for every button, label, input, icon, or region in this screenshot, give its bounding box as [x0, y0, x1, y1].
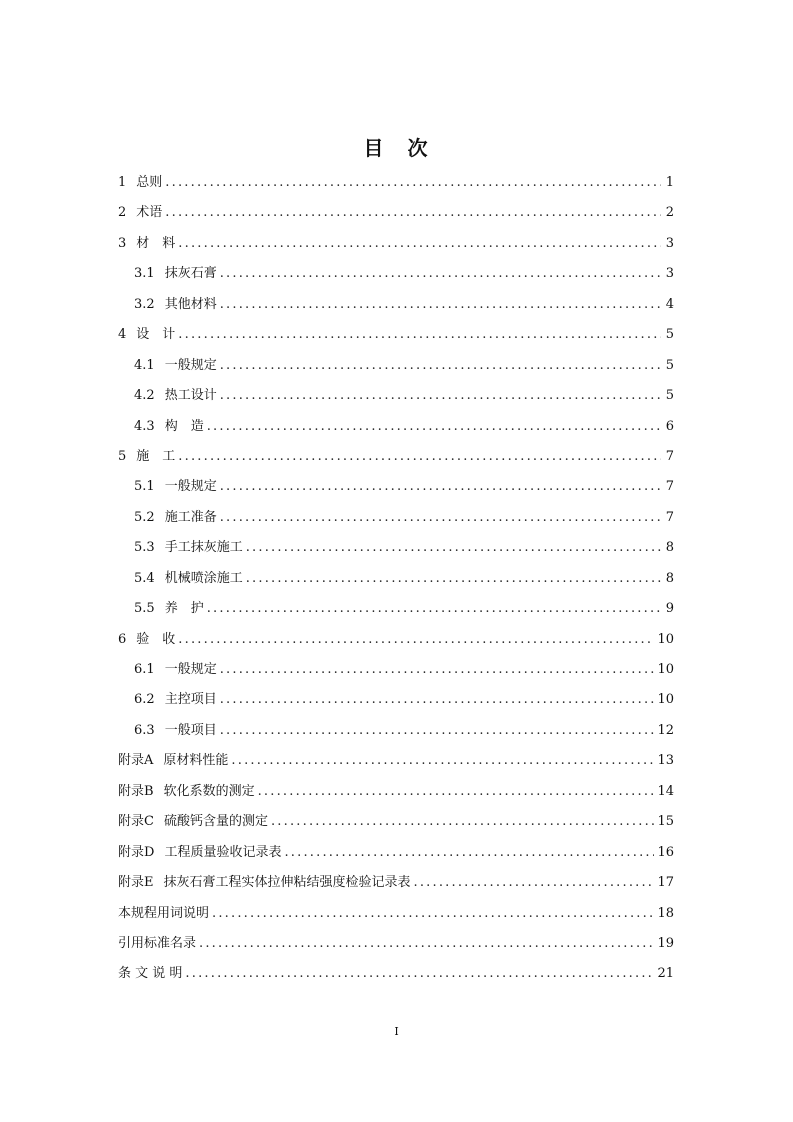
- toc-entry-page: 7: [665, 448, 674, 464]
- toc-dot-leader: [212, 899, 654, 929]
- toc-entry-page: 10: [657, 631, 674, 647]
- toc-dot-leader: [165, 168, 661, 198]
- toc-entry-page: 2: [665, 205, 674, 221]
- toc-entry[interactable]: [118, 442, 674, 472]
- toc-entry-title: 条 文 说 明: [118, 966, 183, 982]
- toc-entry[interactable]: [118, 959, 674, 989]
- toc-dot-leader: [185, 959, 654, 989]
- toc-entry-page: 17: [657, 875, 674, 891]
- toc-entry-number: 附录B: [118, 783, 154, 799]
- toc-entry-page: 18: [657, 905, 674, 921]
- toc-entry[interactable]: [118, 564, 674, 594]
- toc-entry-page: 3: [665, 266, 674, 282]
- toc-dot-leader: [258, 777, 655, 807]
- toc-entry-number: 2: [118, 205, 127, 221]
- toc-entry[interactable]: [118, 625, 674, 655]
- toc-entry-number: 6: [118, 631, 127, 647]
- toc-entry[interactable]: [118, 533, 674, 563]
- toc-entry-title: 设 计: [136, 327, 176, 343]
- toc-dot-leader: [231, 746, 654, 776]
- toc-entry-title: 机械喷涂施工: [164, 570, 243, 586]
- toc-dot-leader: [220, 259, 661, 289]
- toc-entry[interactable]: [118, 807, 674, 837]
- toc-entry[interactable]: [118, 168, 674, 198]
- toc-entry[interactable]: [118, 381, 674, 411]
- toc-entry-number: 5.4: [134, 570, 155, 586]
- toc-entry-page: 5: [665, 327, 674, 343]
- toc-entry[interactable]: [118, 259, 674, 289]
- toc-entry-number: 3: [118, 235, 127, 251]
- toc-dot-leader: [220, 685, 655, 715]
- toc-entry[interactable]: [118, 868, 674, 898]
- toc-entry-title: 硫酸钙含量的测定: [163, 814, 268, 830]
- toc-entry-page: 5: [665, 357, 674, 373]
- toc-entry-number: 4.2: [134, 388, 155, 404]
- toc-entry[interactable]: [118, 412, 674, 442]
- toc-entry-title: 软化系数的测定: [163, 783, 255, 799]
- toc-entry[interactable]: [118, 320, 674, 350]
- toc-entry-number: 5.5: [134, 601, 155, 617]
- toc-dot-leader: [220, 655, 655, 685]
- toc-entry[interactable]: [118, 472, 674, 502]
- toc-entry-page: 13: [657, 753, 674, 769]
- toc-dot-leader: [246, 533, 661, 563]
- toc-entry-page: 9: [665, 601, 674, 617]
- toc-entry-number: 5.1: [134, 479, 155, 495]
- toc-entry-page: 7: [665, 479, 674, 495]
- toc-dot-leader: [220, 472, 661, 502]
- toc-entry[interactable]: [118, 594, 674, 624]
- toc-entry-title: 施工准备: [164, 509, 217, 525]
- toc-dot-leader: [246, 564, 661, 594]
- toc-entry-number: 3.1: [134, 266, 155, 282]
- toc-entry-page: 8: [665, 540, 674, 556]
- toc-entry-number: 6.3: [134, 722, 155, 738]
- toc-entry-page: 19: [657, 935, 674, 951]
- toc-entry-title: 一般规定: [164, 357, 217, 373]
- toc-entry-number: 4: [118, 327, 127, 343]
- toc-entry-number: 4.3: [134, 418, 155, 434]
- toc-entry-number: 5: [118, 448, 127, 464]
- toc-dot-leader: [178, 625, 654, 655]
- toc-entry-number: 附录A: [118, 753, 154, 769]
- toc-dot-leader: [220, 381, 661, 411]
- toc-entry-page: 7: [665, 509, 674, 525]
- toc-dot-leader: [178, 229, 661, 259]
- toc-entry-title: 主控项目: [164, 692, 217, 708]
- toc-dot-leader: [178, 442, 661, 472]
- toc-entry-title: 原材料性能: [163, 753, 229, 769]
- toc-entry-title: 验 收: [136, 631, 176, 647]
- toc-entry[interactable]: [118, 777, 674, 807]
- toc-entry[interactable]: [118, 899, 674, 929]
- toc-entry[interactable]: [118, 929, 674, 959]
- toc-dot-leader: [165, 198, 661, 228]
- toc-entry-page: 3: [665, 235, 674, 251]
- toc-entry-number: 3.2: [134, 296, 155, 312]
- toc-entry-title: 抹灰石膏: [164, 266, 217, 282]
- toc-dot-leader: [220, 503, 661, 533]
- toc-entry-title: 引用标准名录: [118, 935, 197, 951]
- toc-entry[interactable]: [118, 838, 674, 868]
- toc-dot-leader: [271, 807, 654, 837]
- toc-entry-page: 10: [657, 662, 674, 677]
- toc-entry-title: 总则: [136, 175, 163, 190]
- toc-entry-page: 12: [657, 722, 674, 738]
- toc-entry[interactable]: [118, 503, 674, 533]
- toc-entry-title: 一般项目: [164, 722, 217, 738]
- toc-dot-leader: [220, 351, 661, 381]
- toc-entry-title: 一般规定: [164, 479, 217, 495]
- toc-dot-leader: [284, 838, 654, 868]
- toc-entry-page: 5: [665, 388, 674, 404]
- toc-entry-title: 构 造: [164, 418, 204, 434]
- toc-entry-page: 6: [665, 418, 674, 434]
- toc-entry-title: 手工抹灰施工: [164, 540, 243, 556]
- toc-dot-leader: [220, 290, 661, 320]
- toc-entry-number: 1: [118, 175, 127, 190]
- toc-entry-number: 5.2: [134, 509, 155, 525]
- toc-dot-leader: [207, 412, 661, 442]
- toc-entry[interactable]: [118, 685, 674, 715]
- toc-entry[interactable]: [118, 198, 674, 228]
- toc-entry-page: 15: [657, 814, 674, 830]
- toc-entry-title: 工程质量验收记录表: [164, 844, 282, 860]
- toc-dot-leader: [199, 929, 654, 959]
- toc-entry[interactable]: [118, 290, 674, 320]
- toc-entry-title: 材 料: [136, 235, 176, 251]
- toc-entry[interactable]: [118, 351, 674, 381]
- toc-entry-number: 附录C: [118, 814, 154, 830]
- toc-entry[interactable]: [118, 716, 674, 746]
- toc-entry-number: 5.3: [134, 540, 155, 556]
- toc-entry-page: 14: [657, 783, 674, 799]
- toc-entry-number: 6.2: [134, 692, 155, 708]
- toc-entry-number: 附录D: [118, 844, 155, 860]
- toc-entry-page: 16: [657, 844, 674, 860]
- toc-entry-page: 8: [665, 570, 674, 586]
- toc-dot-leader: [207, 594, 661, 624]
- toc-entry-page: 4: [665, 296, 674, 312]
- toc-entry-title: 抹灰石膏工程实体拉伸粘结强度检验记录表: [163, 875, 411, 891]
- toc-entry-title: 施 工: [136, 448, 176, 464]
- toc-entry[interactable]: [118, 655, 674, 685]
- toc-entry-number: 6.1: [134, 662, 155, 677]
- page-number: I: [394, 1025, 399, 1038]
- toc-dot-leader: [414, 868, 655, 898]
- toc-entry-page: 1: [665, 175, 674, 190]
- toc-entry-title: 一般规定: [164, 662, 217, 677]
- table-of-contents: [118, 168, 674, 990]
- toc-entry[interactable]: [118, 229, 674, 259]
- toc-entry-number: 附录E: [118, 875, 154, 891]
- toc-entry-title: 术语: [136, 205, 163, 221]
- toc-entry-title: 本规程用词说明: [118, 905, 210, 921]
- toc-entry-page: 10: [657, 692, 674, 708]
- toc-entry-title: 养 护: [164, 601, 204, 617]
- page-title: 目 次: [363, 136, 430, 160]
- toc-entry-title: 其他材料: [164, 296, 217, 312]
- toc-entry[interactable]: [118, 746, 674, 776]
- toc-dot-leader: [220, 716, 655, 746]
- toc-entry-page: 21: [657, 966, 674, 982]
- toc-entry-number: 4.1: [134, 357, 155, 373]
- toc-entry-title: 热工设计: [164, 388, 217, 404]
- toc-dot-leader: [178, 320, 661, 350]
